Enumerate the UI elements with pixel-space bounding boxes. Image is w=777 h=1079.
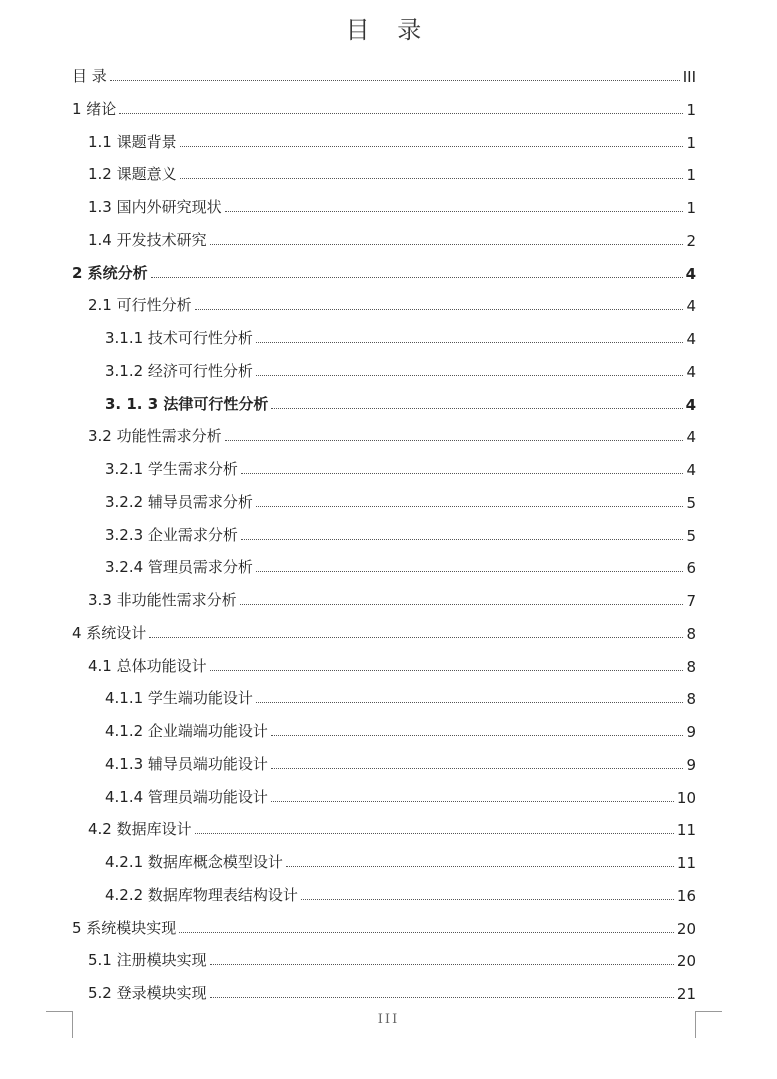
toc-title: 目 录: [345, 16, 432, 44]
toc-entry-page-number: 6: [686, 559, 696, 578]
toc-entry-page-number: 5: [686, 493, 696, 512]
toc-entry-page-number: 11: [676, 854, 696, 872]
toc-entry-page-number: 9: [686, 755, 696, 774]
toc-entry-label: 4.1.2 企业端端功能设计: [105, 722, 268, 740]
toc-entry-page-number: 1: [686, 133, 696, 152]
toc-entry-label: 1.3 国内外研究现状: [88, 198, 222, 216]
toc-entry-label: 目 录: [72, 67, 107, 85]
toc-dot-leader: [271, 408, 682, 409]
toc-dot-leader: [225, 211, 684, 212]
toc-entry-label: 4.1 总体功能设计: [88, 656, 207, 675]
toc-entry-label: 3.2.4 管理员需求分析: [105, 558, 253, 577]
toc-dot-leader: [241, 539, 684, 540]
toc-dot-leader: [256, 702, 684, 703]
toc-entry-page-number: 4: [686, 362, 696, 381]
toc-entry-page-number: 1: [686, 166, 696, 185]
toc-entry[interactable]: [72, 912, 696, 938]
toc-entry-label: 2.1 可行性分析: [88, 296, 192, 315]
toc-entry-page-number: 8: [686, 690, 696, 709]
toc-entry-label: 4.2.1 数据库概念模型设计: [105, 853, 283, 871]
toc-entry-page-number: 20: [676, 952, 696, 971]
toc-dot-leader: [195, 309, 684, 310]
toc-dot-leader: [256, 571, 684, 572]
toc-dot-leader: [286, 866, 674, 867]
toc-entry-label: 1.4 开发技术研究: [88, 230, 207, 249]
toc-entry[interactable]: [88, 944, 696, 970]
toc-entry[interactable]: [88, 650, 696, 676]
toc-entry-label: 3.2.1 学生需求分析: [105, 460, 238, 478]
toc-entry[interactable]: [88, 977, 696, 1003]
toc-entry-page-number: 4: [686, 461, 696, 479]
toc-entry[interactable]: [88, 224, 696, 250]
toc-entry-page-number: 20: [676, 919, 696, 938]
toc-entry[interactable]: [72, 617, 696, 643]
toc-entry-label: 4.2.2 数据库物理表结构设计: [105, 885, 298, 904]
toc-dot-leader: [256, 375, 684, 376]
toc-entry[interactable]: [105, 486, 696, 512]
toc-entry[interactable]: [105, 355, 696, 381]
toc-entry-page-number: III: [682, 68, 696, 86]
toc-entry-page-number: 16: [676, 886, 696, 905]
toc-entry-page-number: 4: [685, 264, 696, 283]
toc-entry-page-number: 5: [686, 526, 696, 545]
toc-entry-page-number: 2: [686, 231, 696, 250]
toc-dot-leader: [180, 146, 684, 147]
toc-entry-label: 1.2 课题意义: [88, 165, 177, 184]
toc-dot-leader: [149, 637, 683, 638]
toc-dot-leader: [271, 768, 684, 769]
toc-dot-leader: [195, 833, 674, 834]
toc-entry[interactable]: [88, 420, 696, 446]
toc-dot-leader: [180, 178, 684, 179]
toc-entry-label: 4.1.1 学生端功能设计: [105, 689, 253, 708]
toc-entry-page-number: 8: [686, 657, 696, 676]
toc-entry-page-number: 1: [686, 199, 696, 217]
toc-entry[interactable]: [105, 551, 696, 577]
toc-entry[interactable]: [72, 93, 696, 119]
toc-entry-page-number: 7: [686, 592, 696, 610]
toc-dot-leader: [271, 735, 684, 736]
toc-entry[interactable]: [88, 191, 696, 217]
toc-entry-page-number: 4: [685, 395, 696, 414]
toc-entry-page-number: 1: [686, 100, 696, 119]
toc-dot-leader: [271, 801, 674, 802]
toc-dot-leader: [240, 604, 684, 605]
toc-dot-leader: [210, 997, 674, 998]
toc-dot-leader: [241, 473, 684, 474]
toc-entry-label: 4.1.4 管理员端功能设计: [105, 787, 268, 806]
toc-entry[interactable]: [105, 879, 696, 905]
toc-dot-leader: [210, 670, 684, 671]
toc-entry-label: 3.2.3 企业需求分析: [105, 525, 238, 544]
toc-dot-leader: [119, 113, 683, 114]
toc-entry-page-number: 21: [676, 985, 696, 1003]
toc-entry-label: 4.1.3 辅导员端功能设计: [105, 754, 268, 773]
toc-entry[interactable]: [105, 846, 696, 872]
toc-entry[interactable]: [105, 519, 696, 545]
toc-entry[interactable]: [105, 322, 696, 348]
toc-entry-label: 2 系统分析: [72, 263, 148, 282]
toc-dot-leader: [210, 964, 674, 965]
toc-entry-label: 5.2 登录模块实现: [88, 984, 207, 1002]
toc-entry-label: 4 系统设计: [72, 623, 147, 642]
toc-entry[interactable]: [105, 453, 696, 479]
toc-dot-leader: [256, 342, 684, 343]
toc-entry[interactable]: [72, 257, 696, 283]
toc-entry-label: 1 绪论: [72, 99, 117, 118]
toc-entry-label: 3.1.2 经济可行性分析: [105, 361, 253, 380]
toc-entry-label: 3.2.2 辅导员需求分析: [105, 492, 253, 511]
toc-entry[interactable]: [105, 781, 696, 807]
toc-dot-leader: [256, 506, 684, 507]
toc-entry-label: 3. 1. 3 法律可行性分析: [105, 394, 269, 413]
toc-entry-page-number: 10: [676, 788, 696, 807]
toc-dot-leader: [151, 277, 683, 278]
toc-entry-page-number: 8: [686, 624, 696, 643]
toc-entry-label: 3.3 非功能性需求分析: [88, 591, 237, 609]
toc-entry[interactable]: [88, 126, 696, 152]
toc-entry-page-number: 4: [686, 330, 696, 348]
toc-dot-leader: [179, 932, 674, 933]
toc-entry[interactable]: [105, 682, 696, 708]
toc-entry-page-number: 9: [686, 723, 696, 741]
toc-entry[interactable]: [72, 60, 696, 86]
toc-entry[interactable]: [88, 158, 696, 184]
toc-dot-leader: [225, 440, 684, 441]
toc-dot-leader: [210, 244, 684, 245]
toc-dot-leader: [301, 899, 674, 900]
toc-entry-page-number: 4: [686, 428, 696, 447]
toc-entry-page-number: 4: [686, 297, 696, 316]
toc-entry-label: 4.2 数据库设计: [88, 820, 192, 839]
toc-entry-label: 1.1 课题背景: [88, 132, 177, 151]
toc-entry[interactable]: [88, 813, 696, 839]
toc-entry-label: 5.1 注册模块实现: [88, 951, 207, 970]
page-number-footer: III: [377, 1012, 400, 1027]
toc-entry-page-number: 11: [676, 821, 696, 840]
toc-entry-label: 5 系统模块实现: [72, 918, 177, 937]
toc-dot-leader: [110, 80, 680, 81]
toc-entry[interactable]: [105, 748, 696, 774]
toc-entry[interactable]: [88, 584, 696, 610]
toc-entry-label: 3.2 功能性需求分析: [88, 427, 222, 446]
toc-entry[interactable]: [88, 289, 696, 315]
toc-entry[interactable]: [105, 715, 696, 741]
toc-entry[interactable]: [105, 388, 696, 414]
toc-entry-label: 3.1.1 技术可行性分析: [105, 329, 253, 347]
